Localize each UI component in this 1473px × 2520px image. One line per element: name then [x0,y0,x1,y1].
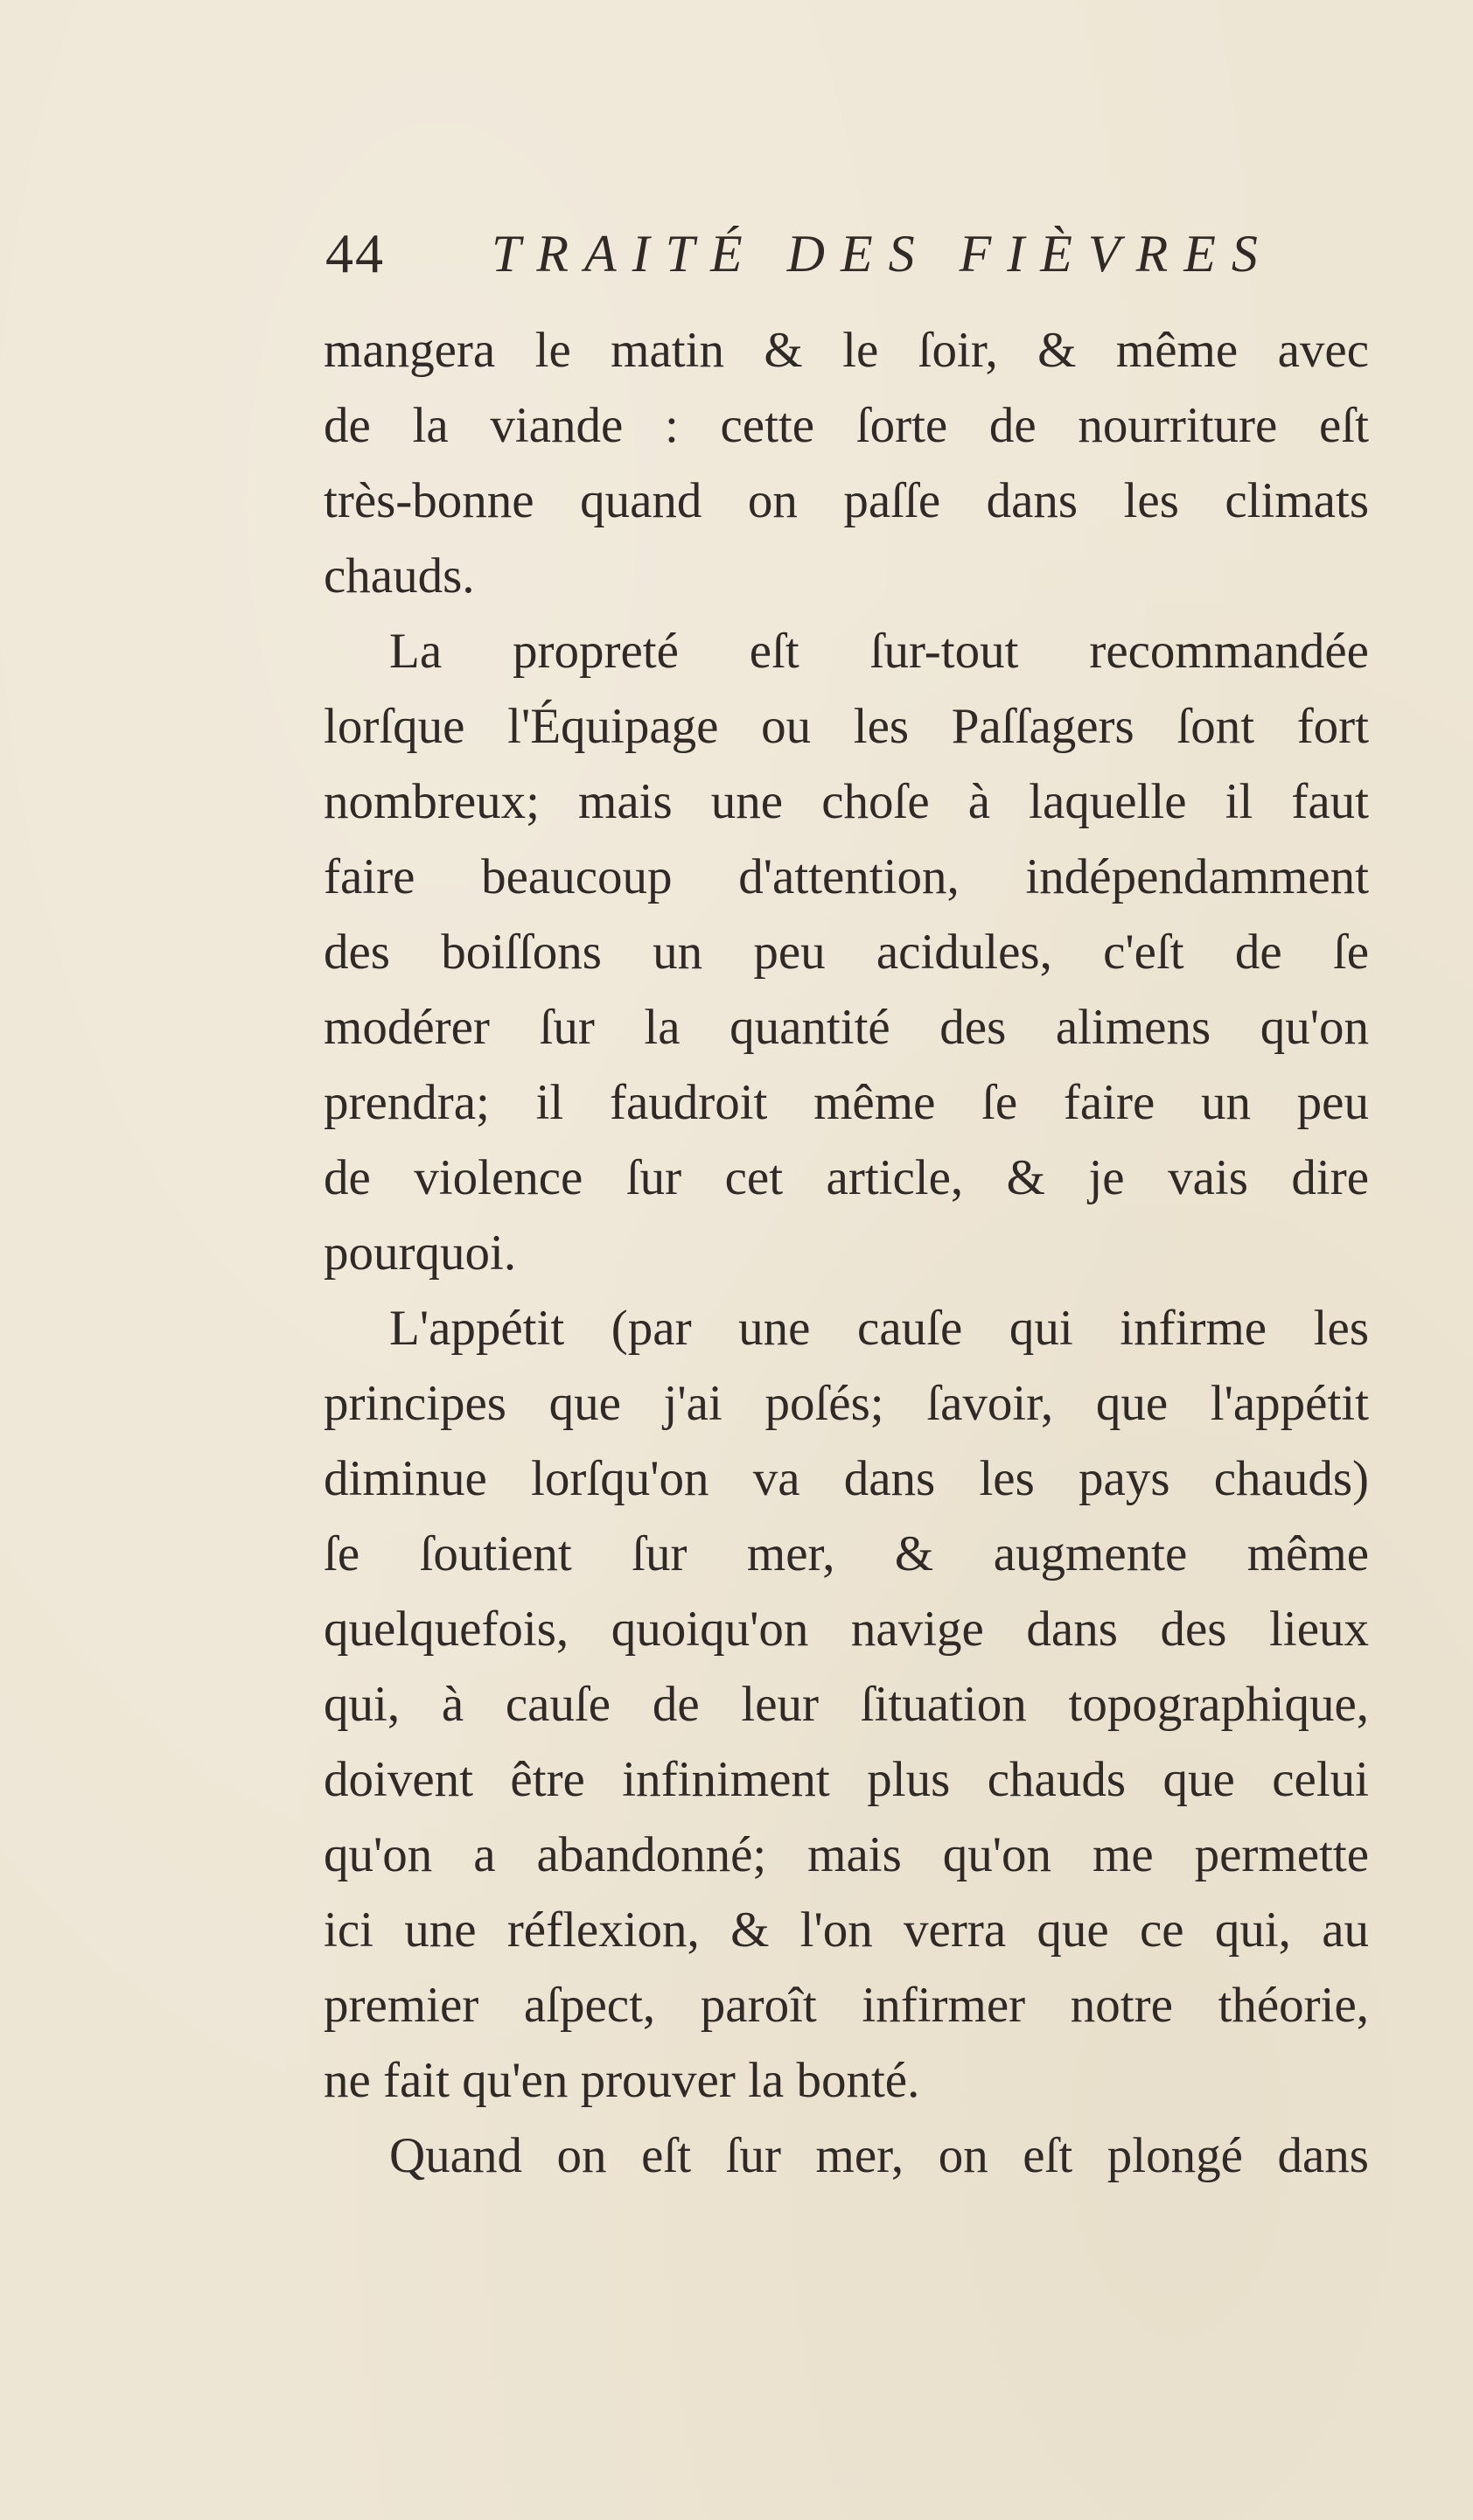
text-line: diminue lorſqu'on va dans les pays chauds) [324,1451,1369,1506]
text-line: La propreté eſt ſur-tout recommandée [389,624,1369,679]
text-line: prendra; il faudroit même ſe faire un peu [324,1075,1369,1130]
page-header [325,219,1375,289]
text-line: modérer ſur la quantité des alimens qu'on [324,1000,1369,1055]
text-line: L'appétit (par une cauſe qui infirme les [389,1301,1369,1356]
text-line: ſe ſoutient ſur mer, & augmente même [324,1526,1369,1581]
text-line: quelquefois, quoiqu'on navige dans des lieux [324,1602,1369,1657]
text-line: très-bonne quand on paſſe dans les climats [324,473,1369,528]
text-line: des boiſſons un peu acidules, c'eſt de ſe [324,925,1369,980]
text-line: qui, à cauſe de leur ſituation topographique, [324,1677,1369,1732]
text-line: faire beaucoup d'attention, indépendamment [324,849,1369,904]
text-line: lorſque l'Équipage ou les Paſſagers ſont fort [324,699,1369,754]
text-line: Quand on eſt ſur mer, on eſt plongé dans [389,2128,1369,2183]
text-line: pourquoi. [324,1225,517,1281]
text-line: doivent être infiniment plus chauds que celui [324,1752,1369,1807]
text-line: qu'on a abandonné; mais qu'on me permette [324,1827,1369,1882]
text-line: ne fait qu'en prouver la bonté. [324,2053,920,2108]
text-line: mangera le matin & le ſoir, & même avec [324,323,1369,378]
page-number: 44 [325,222,385,284]
text-line: principes que j'ai poſés; ſavoir, que l'appétit [324,1376,1369,1431]
text-line: chauds. [324,548,475,604]
body-text [324,313,1369,2194]
text-line: premier aſpect, paroît infirmer notre théorie, [324,1978,1369,2033]
text-line: nombreux; mais une choſe à laquelle il faut [324,774,1369,829]
running-title: TRAITÉ DES FIÈVRES [492,225,1274,283]
text-line: de violence ſur cet article, & je vais dire [324,1150,1369,1205]
text-line: ici une réflexion, & l'on verra que ce qui, au [324,1902,1369,1958]
text-line: de la viande : cette ſorte de nourriture eſt [324,398,1369,453]
